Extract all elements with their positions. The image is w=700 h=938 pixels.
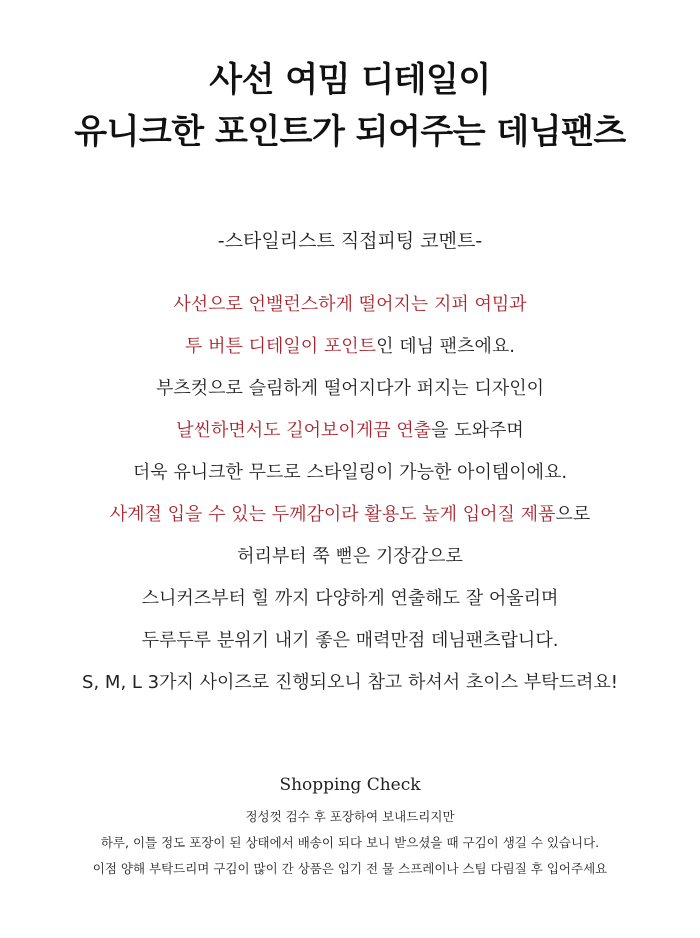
comment-line <box>0 536 700 578</box>
shopping-check-title: Shopping Check <box>279 775 421 795</box>
comment-line <box>0 410 700 452</box>
body-text: 을 도와주며 <box>431 420 524 441</box>
body-text: 으로 <box>555 504 591 525</box>
body-text: 더욱 유니크한 무드로 스타일링이 가능한 아이템이에요. <box>132 462 568 483</box>
comment-line <box>0 578 700 620</box>
highlight-text: 날씬하면서도 길어보이게끔 연출 <box>176 420 432 441</box>
stylist-comment-body <box>0 284 700 704</box>
body-text: 허리부터 쭉 뻗은 기장감으로 <box>237 546 463 567</box>
body-text: 인 데님 팬츠에요. <box>376 336 515 357</box>
shopping-check-notes <box>0 804 700 882</box>
headline-line-2: 유니크한 포인트가 되어주는 데님팬츠 <box>74 112 626 152</box>
highlight-text: 사계절 입을 수 있는 두께감이라 활용도 높게 입어질 제품 <box>109 504 556 525</box>
comment-line <box>0 662 700 704</box>
body-text: 두루두루 분위기 내기 좋은 매력만점 데님팬츠랍니다. <box>141 630 559 651</box>
body-text: S, M, L 3가지 사이즈로 진행되오니 참고 하셔서 초이스 부탁드려요! <box>82 672 618 693</box>
body-text: 스니커즈부터 힐 까지 다양하게 연출해도 잘 어울리며 <box>141 588 559 609</box>
shopping-check-line: 이점 양해 부탁드리며 구김이 많이 간 상품은 입기 전 물 스프레이나 스팀 다림질 후 입어주세요 <box>92 861 608 876</box>
comment-line <box>0 452 700 494</box>
stylist-comment-heading: -스타일리스트 직접피팅 코멘트- <box>217 230 483 252</box>
highlight-text: 사선으로 언밸런스하게 떨어지는 지퍼 여밈과 <box>173 294 527 315</box>
comment-line <box>0 494 700 536</box>
comment-line <box>0 284 700 326</box>
comment-line <box>0 620 700 662</box>
comment-line <box>0 368 700 410</box>
comment-line <box>0 326 700 368</box>
body-text: 부츠컷으로 슬림하게 떨어지다가 퍼지는 디자인이 <box>155 378 545 399</box>
shopping-check-line: 정성껏 검수 후 포장하여 보내드리지만 <box>245 809 455 824</box>
shopping-check-line: 하루, 이틀 정도 포장이 된 상태에서 배송이 되다 보니 받으셨을 때 구김이 생길 수 있습니다. <box>100 835 600 850</box>
highlight-text: 투 버튼 디테일이 포인트 <box>185 336 377 357</box>
headline-line-1: 사선 여밈 디테일이 <box>209 60 491 100</box>
